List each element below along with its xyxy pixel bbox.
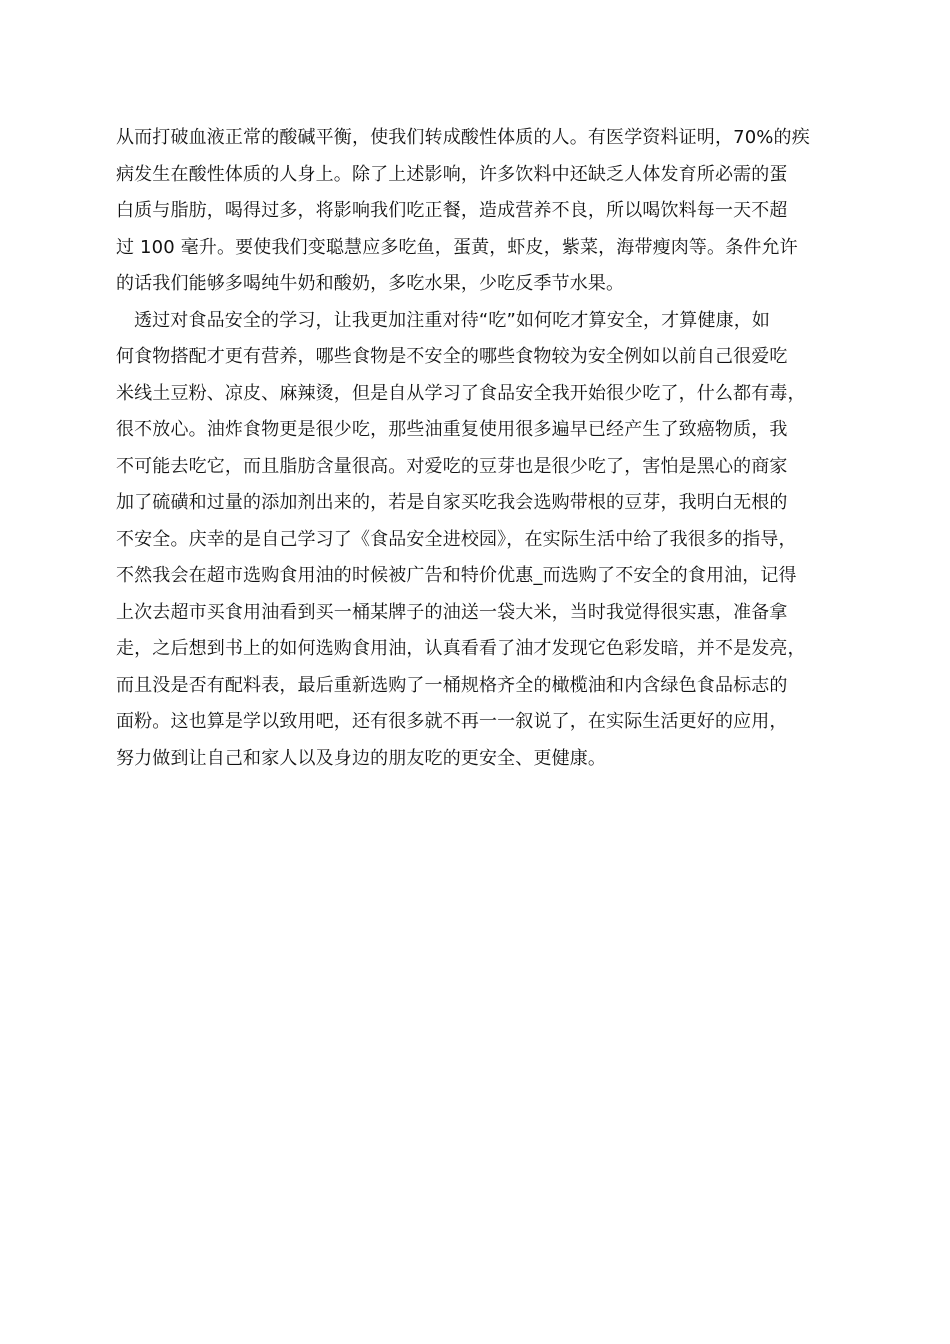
paragraph-2-line-11: 而且没是否有配料表，最后重新选购了一桶规格齐全的橄榄油和内含绿色食品标志的 (116, 674, 788, 696)
paragraph-2-line-13: 努力做到让自己和家人以及身边的朋友吃的更安全、更健康。 (116, 747, 607, 769)
paragraph-1-line-1: 从而打破血液正常的酸碱平衡，使我们转成酸性体质的人。有医学资料证明，70%的疾 (116, 127, 810, 148)
paragraph-2-line-5: 不可能去吃它，而且脂肪含量很高。对爱吃的豆芽也是很少吃了，害怕是黑心的商家 (116, 455, 788, 477)
paragraph-2-line-8: 不然我会在超市选购食用油的时候被广告和特价优惠_而选购了不安全的食用油，记得 (116, 565, 797, 586)
paragraph-2-line-1: 透过对食品安全的学习，让我更加注重对待“吃”如何吃才算安全，才算健康，如 (134, 309, 771, 331)
paragraph-2-line-12: 面粉。这也算是学以致用吧，还有很多就不再一一叙说了，在实际生活更好的应用， (116, 711, 788, 732)
paragraph-2-line-9: 上次去超市买食用油看到买一桶某牌子的油送一袋大米，当时我觉得很实惠，准备拿 (116, 601, 788, 623)
paragraph-1-line-5: 的话我们能够多喝纯牛奶和酸奶，多吃水果，少吃反季节水果。 (116, 273, 625, 294)
paragraph-1-line-4: 过 100 毫升。要使我们变聪慧应多吃鱼，蛋黄，虾皮，紫菜，海带瘦肉等。条件允许 (116, 236, 798, 258)
paragraph-2-line-10: 走，之后想到书上的如何选购食用油，认真看看了油才发现它色彩发暗，并不是发亮， (116, 638, 806, 659)
document-body (116, 120, 836, 777)
paragraph-1-line-3: 白质与脂肪，喝得过多，将影响我们吃正餐，造成营养不良，所以喝饮料每一天不超 (116, 200, 788, 221)
paragraph-2-line-7: 不安全。庆幸的是自己学习了《食品安全进校园》，在实际生活中给了我很多的指导， (116, 528, 797, 550)
paragraph-2-line-3: 米线土豆粉、凉皮、麻辣烫，但是自从学习了食品安全我开始很少吃了，什么都有毒， (116, 382, 806, 404)
paragraph-2-line-6: 加了硫磺和过量的添加剂出来的，若是自家买吃我会选购带根的豆芽，我明白无根的 (116, 492, 788, 513)
paragraph-2-line-4: 很不放心。油炸食物更是很少吃，那些油重复使用很多遍早已经产生了致癌物质，我 (116, 419, 788, 440)
paragraph-1-line-2: 病发生在酸性体质的人身上。除了上述影响，许多饮料中还缺乏人体发育所必需的蛋 (116, 163, 788, 185)
paragraph-2-line-2: 何食物搭配才更有营养，哪些食物是不安全的哪些食物较为安全例如以前自己很爱吃 (116, 346, 788, 367)
